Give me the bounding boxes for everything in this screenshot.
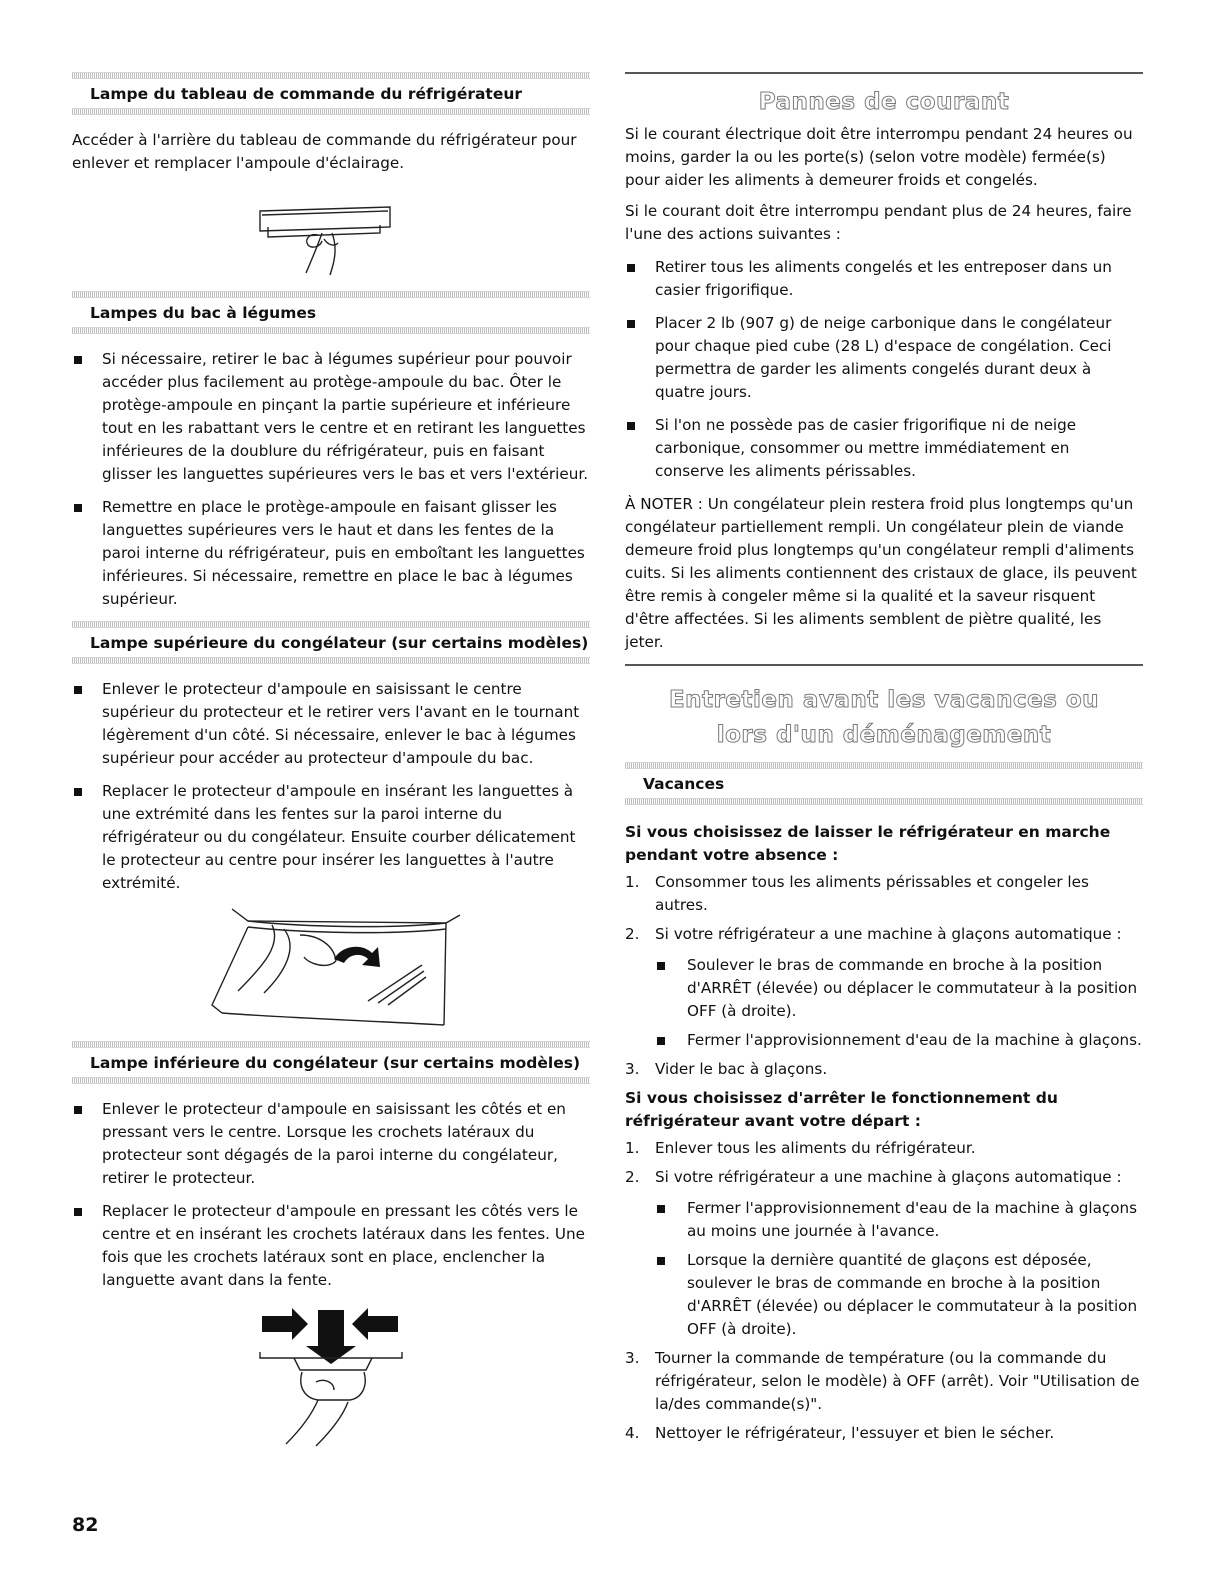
step-number: 2. [625,925,640,943]
section-divider [625,762,1143,769]
step-text: Si votre réfrigérateur a une machine à glaçons automatique : [655,925,1122,943]
list-item: Enlever le protecteur d'ampoule en saisissant le centre supérieur du protecteur et le retirer vers l'avant en le tournant légèrement d'un côté. Si nécessaire, enlever le bac à légumes supérieur pour accéder au protecteur d'ampoule du bac. [72,678,590,770]
list-item [625,1347,1143,1416]
list-item: Fermer l'approvisionnement d'eau de la machine à glaçons. [655,1029,1143,1052]
section-heading-lower-freezer-lamp: Lampe inférieure du congélateur (sur certains modèles) [90,1054,581,1072]
list-item [625,871,1143,917]
sub-list [655,954,1143,1052]
power-paragraph-1: Si le courant électrique doit être interrompu pendant 24 heures ou moins, garder la ou les porte(s) (selon votre modèle) fermée(s) pour aider les aliments à demeurer froids et congelés. [625,125,1133,189]
left-column [72,0,590,1536]
list-item: Placer 2 lb (907 g) de neige carbonique dans le congélateur pour chaque pied cube (28 L) d'espace de congélation. Ceci permettra de garder les aliments congelés durant deux à quatre jours. [625,312,1143,404]
step-text: Nettoyer le réfrigérateur, l'essuyer et bien le sécher. [655,1424,1055,1442]
power-failure-title: Pannes de courant [758,89,1010,115]
lower-freezer-lamp-list [72,1098,590,1292]
section-divider [72,621,590,628]
list-item: Soulever le bras de commande en broche à la position d'ARRÊT (élevée) ou déplacer le commutateur à la position OFF (à droite). [655,954,1143,1023]
section-heading-vacation: Vacances [643,775,725,793]
step-number: 2. [625,1168,640,1186]
power-failure-list [625,256,1143,483]
step-number: 3. [625,1060,640,1078]
list-item [625,1137,1143,1160]
step-number: 4. [625,1424,640,1442]
step-number: 3. [625,1349,640,1367]
list-item: Replacer le protecteur d'ampoule en insérant les languettes à une extrémité dans les fentes sur la paroi interne du réfrigérateur ou du congélateur. Ensuite courber délicatement le protecteur au centre pour insérer les languettes à l'autre extrémité. [72,780,590,895]
section-divider [72,1077,590,1084]
step-text: Tourner la commande de température (ou la commande du réfrigérateur, selon le modèle) à OFF (arrêt). Voir "Utilisation de la/des commande(s)". [655,1349,1140,1413]
section-divider [72,1041,590,1048]
step-text: Enlever tous les aliments du réfrigérateur. [655,1139,976,1157]
section-divider [72,291,590,298]
section-rule [625,72,1143,74]
list-item: Si nécessaire, retirer le bac à légumes supérieur pour pouvoir accéder plus facilement au protège-ampoule du bac. Ôter le protège-ampoule en pinçant la partie supérieure et inférieure tout en les rabattant vers le centre et en retirant les languettes inférieures de la doublure du réfrigérateur, puis en faisant glisser les languettes supérieures vers le bas et vers l'extérieur. [72,348,590,486]
section-divider [72,327,590,334]
upper-freezer-lamp-list [72,678,590,895]
section-divider [625,798,1143,805]
turn-off-steps [625,1137,1143,1445]
sub-list [655,1197,1143,1341]
control-panel-illustration [72,189,590,287]
right-column [625,0,1143,1451]
control-panel-lamp-text: Accéder à l'arrière du tableau de commande du réfrigérateur pour enlever et remplacer l'ampoule d'éclairage. [72,131,577,172]
list-item: Replacer le protecteur d'ampoule en pressant les côtés vers le centre et en insérant les crochets latéraux dans les fentes. Une fois que les crochets latéraux sont en place, enclencher la languette avant dans la fente. [72,1200,590,1292]
leave-running-heading: Si vous choisissez de laisser le réfrigérateur en marche pendant votre absence : [625,823,1111,864]
step-number: 1. [625,1139,640,1157]
list-item: Lorsque la dernière quantité de glaçons est déposée, soulever le bras de commande en broche à la position d'ARRÊT (élevée) ou déplacer le commutateur à la position OFF (à droite). [655,1249,1143,1341]
section-heading-upper-freezer-lamp: Lampe supérieure du congélateur (sur certains modèles) [90,634,589,652]
turn-off-heading: Si vous choisissez d'arrêter le fonctionnement du réfrigérateur avant votre départ : [625,1089,1058,1130]
vacation-title-line-2: lors d'un déménagement [716,722,1052,748]
list-item: Enlever le protecteur d'ampoule en saisissant les côtés et en pressant vers le centre. Lorsque les crochets latéraux du protecteur sont dégagés de la paroi interne du congélateur, retirer le protecteur. [72,1098,590,1190]
section-heading-control-panel-lamp: Lampe du tableau de commande du réfrigérateur [90,85,523,103]
list-item [625,1166,1143,1341]
list-item [625,1058,1143,1081]
step-text: Consommer tous les aliments périssables et congeler les autres. [655,873,1089,914]
list-item: Remettre en place le protège-ampoule en faisant glisser les languettes supérieures vers le haut et dans les fentes de la paroi interne du réfrigérateur, puis en emboîtant les languettes inférieures. Si nécessaire, remettre en place le bac à légumes supérieur. [72,496,590,611]
section-divider [72,108,590,115]
list-item: Retirer tous les aliments congelés et les entreposer dans un casier frigorifique. [625,256,1143,302]
vacation-title-line-1: Entretien avant les vacances ou [668,687,1100,713]
step-text: Vider le bac à glaçons. [655,1060,828,1078]
power-note: À NOTER : Un congélateur plein restera froid plus longtemps qu'un congélateur partiellement rempli. Un congélateur plein de viande demeure froid plus longtemps qu'un congélateur rempli d'aliments cuits. Si les aliments contiennent des cristaux de glace, ils peuvent être remis à congeler même si la qualité et la saveur risquent d'être affectées. Si les aliments semblent de piètre qualité, les jeter. [625,495,1137,651]
section-divider [72,657,590,664]
crisper-lamps-list [72,348,590,611]
step-number: 1. [625,873,640,891]
step-text: Si votre réfrigérateur a une machine à glaçons automatique : [655,1168,1122,1186]
power-paragraph-2: Si le courant doit être interrompu pendant plus de 24 heures, faire l'une des actions suivantes : [625,202,1132,243]
lower-freezer-illustration [72,1302,590,1452]
section-rule [625,664,1143,666]
section-divider [72,72,590,79]
leave-running-steps [625,871,1143,1081]
page-number: 82 [72,1514,99,1536]
upper-freezer-illustration [72,905,590,1033]
list-item [625,923,1143,1052]
list-item: Fermer l'approvisionnement d'eau de la machine à glaçons au moins une journée à l'avance. [655,1197,1143,1243]
list-item: Si l'on ne possède pas de casier frigorifique ni de neige carbonique, consommer ou mettre immédiatement en conserve les aliments périssables. [625,414,1143,483]
list-item [625,1422,1143,1445]
section-heading-crisper-lamps: Lampes du bac à légumes [90,304,317,322]
